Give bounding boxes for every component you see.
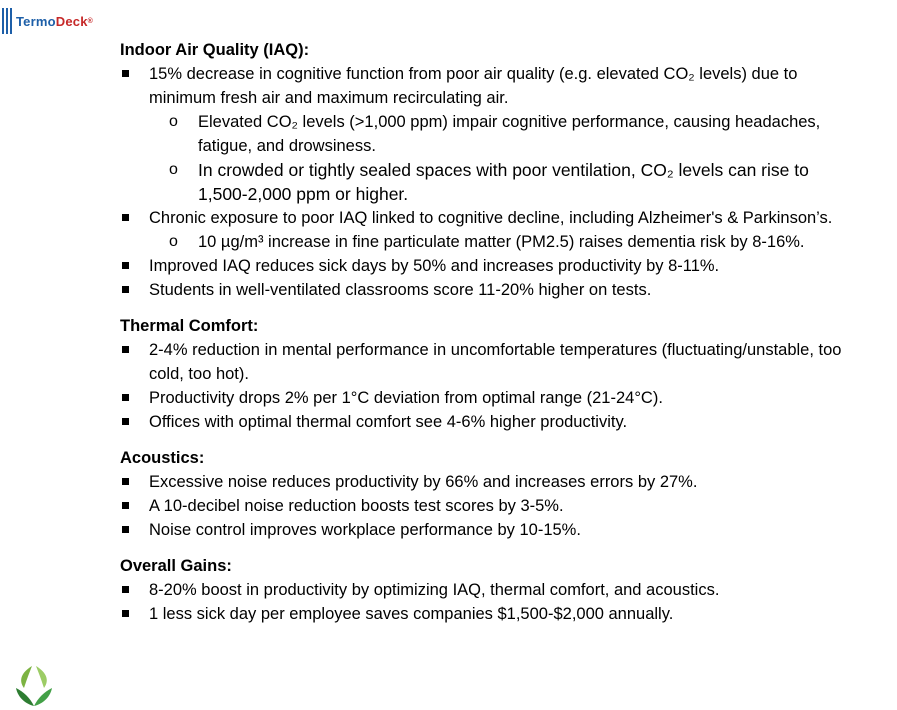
square-bullet-icon: [122, 214, 129, 221]
sub-list-item-text: Elevated CO₂ levels (>1,000 ppm) impair cognitive performance, causing headaches, fatigue, and drowsiness.: [198, 113, 821, 155]
sub-list-item: [120, 230, 860, 254]
list-item-text: Noise control improves workplace performance by 10-15%.: [149, 521, 581, 539]
list-item: [120, 494, 860, 518]
list-item-text: Offices with optimal thermal comfort see 4-6% higher productivity.: [149, 413, 628, 431]
slide-content: [120, 38, 860, 638]
sub-list-item: [120, 110, 860, 158]
list-item-text: Students in well-ventilated classrooms score 11-20% higher on tests.: [149, 281, 652, 299]
square-bullet-icon: [122, 394, 129, 401]
list-item: [120, 62, 860, 110]
sub-list-item: [120, 158, 860, 206]
list-item: [120, 386, 860, 410]
list-item-text: 8-20% boost in productivity by optimizing IAQ, thermal comfort, and acoustics.: [149, 581, 720, 599]
list-item: [120, 278, 860, 302]
list-item: [120, 338, 860, 386]
circle-bullet-icon: o: [169, 113, 178, 130]
leaf-logo-icon: [12, 664, 56, 708]
list-item-text: 15% decrease in cognitive function from poor air quality (e.g. elevated CO₂ levels) due to minimum fresh air and maximum recirculating air.: [149, 65, 798, 107]
section-title-acoustics: Acoustics:: [120, 449, 205, 467]
square-bullet-icon: [122, 262, 129, 269]
circle-bullet-icon: o: [169, 161, 178, 178]
square-bullet-icon: [122, 418, 129, 425]
section-iaq: [120, 38, 860, 302]
section-thermal: [120, 314, 860, 434]
square-bullet-icon: [122, 478, 129, 485]
list-item: [120, 518, 860, 542]
square-bullet-icon: [122, 286, 129, 293]
logo-brand-suffix: Deck: [55, 14, 88, 29]
list-item: [120, 410, 860, 434]
list-item-text: 1 less sick day per employee saves companies $1,500-$2,000 annually.: [149, 605, 674, 623]
sub-list-item-text: In crowded or tightly sealed spaces with poor ventilation, CO₂ levels can rise to 1,500-2,000 ppm or higher.: [198, 160, 809, 204]
list-item: [120, 254, 860, 278]
termodeck-logo: [2, 8, 93, 36]
logo-wordmark: [16, 14, 93, 30]
section-title-thermal: Thermal Comfort:: [120, 317, 259, 335]
list-item-text: A 10-decibel noise reduction boosts test scores by 3-5%.: [149, 497, 564, 515]
list-item-text: Productivity drops 2% per 1°C deviation from optimal range (21-24°C).: [149, 389, 663, 407]
logo-bars-icon: [2, 8, 14, 34]
square-bullet-icon: [122, 502, 129, 509]
section-overall: [120, 554, 860, 626]
square-bullet-icon: [122, 610, 129, 617]
list-item-text: 2-4% reduction in mental performance in uncomfortable temperatures (fluctuating/unstable, too cold, too hot).: [149, 341, 842, 383]
list-item: [120, 602, 860, 626]
square-bullet-icon: [122, 70, 129, 77]
list-item-text: Improved IAQ reduces sick days by 50% and increases productivity by 8-11%.: [149, 257, 720, 275]
logo-registered-mark: ®: [87, 18, 94, 25]
logo-brand-prefix: Termo: [16, 14, 56, 29]
list-item-text: Chronic exposure to poor IAQ linked to cognitive decline, including Alzheimer's & Parkinson’s.: [149, 209, 833, 227]
list-item: [120, 470, 860, 494]
square-bullet-icon: [122, 346, 129, 353]
square-bullet-icon: [122, 526, 129, 533]
square-bullet-icon: [122, 586, 129, 593]
section-title-iaq: Indoor Air Quality (IAQ):: [120, 41, 310, 59]
circle-bullet-icon: o: [169, 233, 178, 250]
list-item: [120, 206, 860, 230]
section-title-overall: Overall Gains:: [120, 557, 232, 575]
list-item: [120, 578, 860, 602]
section-acoustics: [120, 446, 860, 542]
list-item-text: Excessive noise reduces productivity by 66% and increases errors by 27%.: [149, 473, 698, 491]
sub-list-item-text: 10 µg/m³ increase in fine particulate matter (PM2.5) raises dementia risk by 8-16%.: [198, 233, 805, 251]
